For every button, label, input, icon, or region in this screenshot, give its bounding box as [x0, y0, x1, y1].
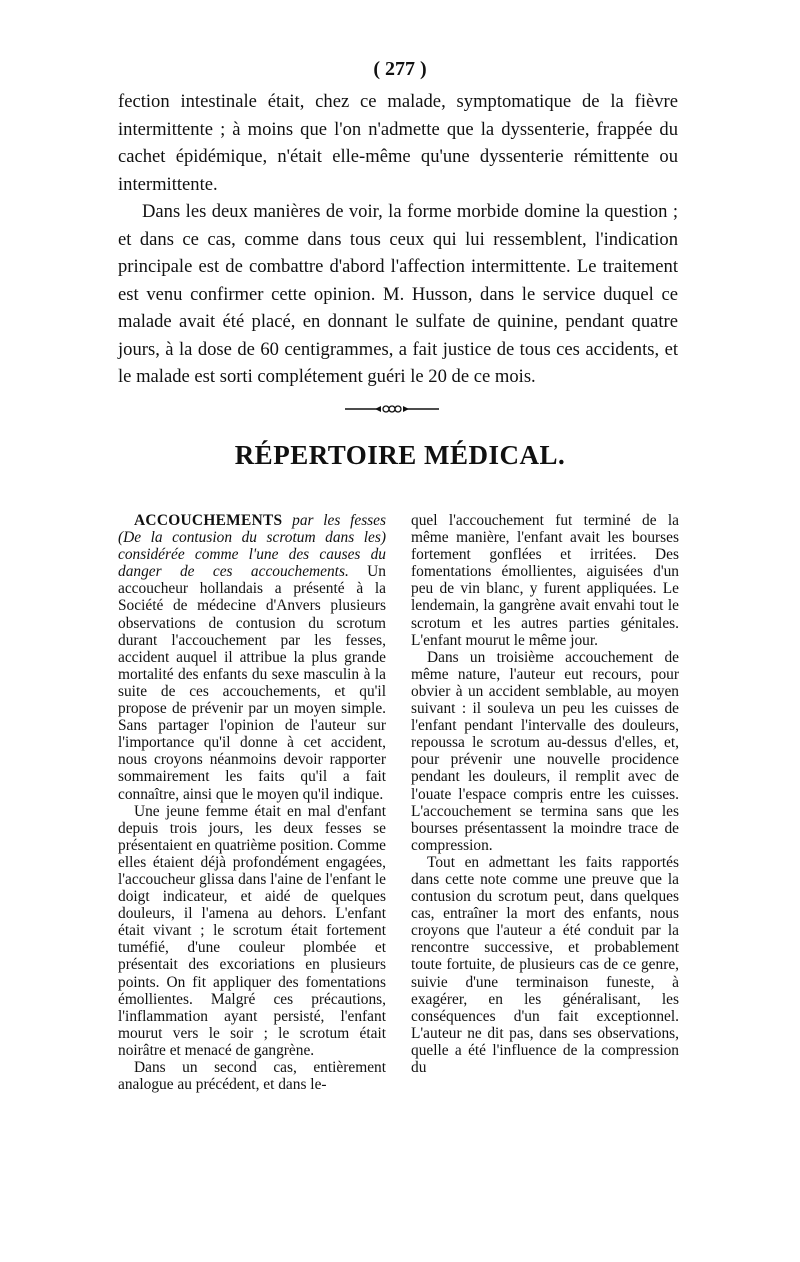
left-paragraph-case-two: Dans un second cas, entièrement analogue au précédent, et dans le- [118, 1059, 386, 1094]
page-number: ( 277 ) [373, 58, 427, 80]
paragraph-discussion: Dans les deux manières de voir, la forme morbide domine la question ; et dans ce cas, comme dans tous ceux qui lui ressemblent, l'indication principale est de combattre d'abord l'affection intermittente. Le traitement est venu confirmer cette opinion. M. Husson, dans le service duquel ce malade avait été placé, en donnant le sulfate de quinine, pendant quatre jours, à la dose de 60 centigrammes, a fait justice de tous ces accidents, et le malade est sorti complétement guéri le 20 de ce mois. [118, 201, 678, 387]
entry-head-word: ACCOUCHEMENTS [134, 512, 283, 529]
upper-text-block [118, 88, 678, 391]
paragraph-continuation: fection intestinale était, chez ce malade, symptomatique de la fièvre intermittente ; à moins que l'on n'admette que la dyssenterie, frappée du cachet épidémique, n'était elle-même qu'une dyssenterie rémittente ou intermittente. [118, 91, 678, 195]
entry-title-italic: par les fesses (De la contusion du scrotum dans les) considérée comme l'une des causes du danger de ces accouchements. [118, 512, 386, 581]
left-paragraph-case-one: Une jeune femme était en mal d'enfant depuis trois jours, les deux fesses se présentaient en quatrième position. Comme elles étaient déjà profondément engagées, l'accoucheur glissa dans l'aine de l'enfant le doigt indicateur, et aidé de quelques douleurs, il l'amena au dehors. L'enfant était vivant ; le scrotum était fortement tuméfié, d'une couleur plombée et présentait des excoriations en plusieurs points. On fit appliquer des fomentations émollientes. Malgré ces précautions, l'inflammation ayant persisté, l'enfant mourut vers le soir ; le scrotum était noirâtre et menacé de gangrène. [118, 802, 386, 1059]
entry-accouchements [118, 512, 386, 803]
section-title: RÉPERTOIRE MÉDICAL. [234, 440, 566, 470]
right-paragraph-case-three: Dans un troisième accouchement de même nature, l'auteur eut recours, pour obvier à un accident semblable, au moyen suivant : il souleva un peu les cuisses de l'enfant pendant l'intervalle des douleurs, repoussa le scrotum au-dessus d'elles, et, pour prévenir une nouvelle procidence pendant les douleurs, il remplit avec de l'ouate l'espace compris entre les cuisses. L'accouchement se termina sans que les bourses présentassent la moindre trace de compression. [411, 648, 679, 854]
right-column [411, 512, 679, 1076]
entry-body: Un accoucheur hollandais a présenté à la Société de médecine d'Anvers plusieurs observations de contusion du scrotum durant l'accouchement par les fesses, accident auquel il attribue la plus grande mortalité des enfants du sexe masculin à la suite de ces accouchements, et qu'il propose de prévenir par un moyen simple. Sans partager l'opinion de l'auteur sur l'importance qu'il donne à cet accident, nous croyons néanmoins devoir rapporter sommairement les faits qu'il a fait connaître, ainsi que le moyen qu'il indique. [118, 563, 386, 803]
right-paragraph-commentary: Tout en admettant les faits rapportés dans cette note comme une preuve que la contusion du scrotum peut, dans quelques cas, entraîner la mort des enfants, nous croyons que l'auteur a été conduit par la rencontre successive, et probablement toute fortuite, de plusieurs cas de ce genre, suivie d'une terminaison funeste, à exagérer, en les généralisant, les conséquences d'un fait exceptionnel. L'auteur ne dit pas, dans ses observations, quelle a été l'influence de la compression du [411, 853, 679, 1076]
ornamental-divider [345, 398, 439, 420]
right-paragraph-continuation: quel l'accouchement fut terminé de la même manière, l'enfant avait les bourses fortement gonflées et irritées. Des fomentations émollientes, aiguisées d'un peu de vin blanc, y furent appliquées. Le lendemain, la gangrène avait envahi tout le scrotum et les autres parties génitales. L'enfant mourut le même jour. [411, 512, 679, 649]
left-column [118, 512, 386, 1093]
